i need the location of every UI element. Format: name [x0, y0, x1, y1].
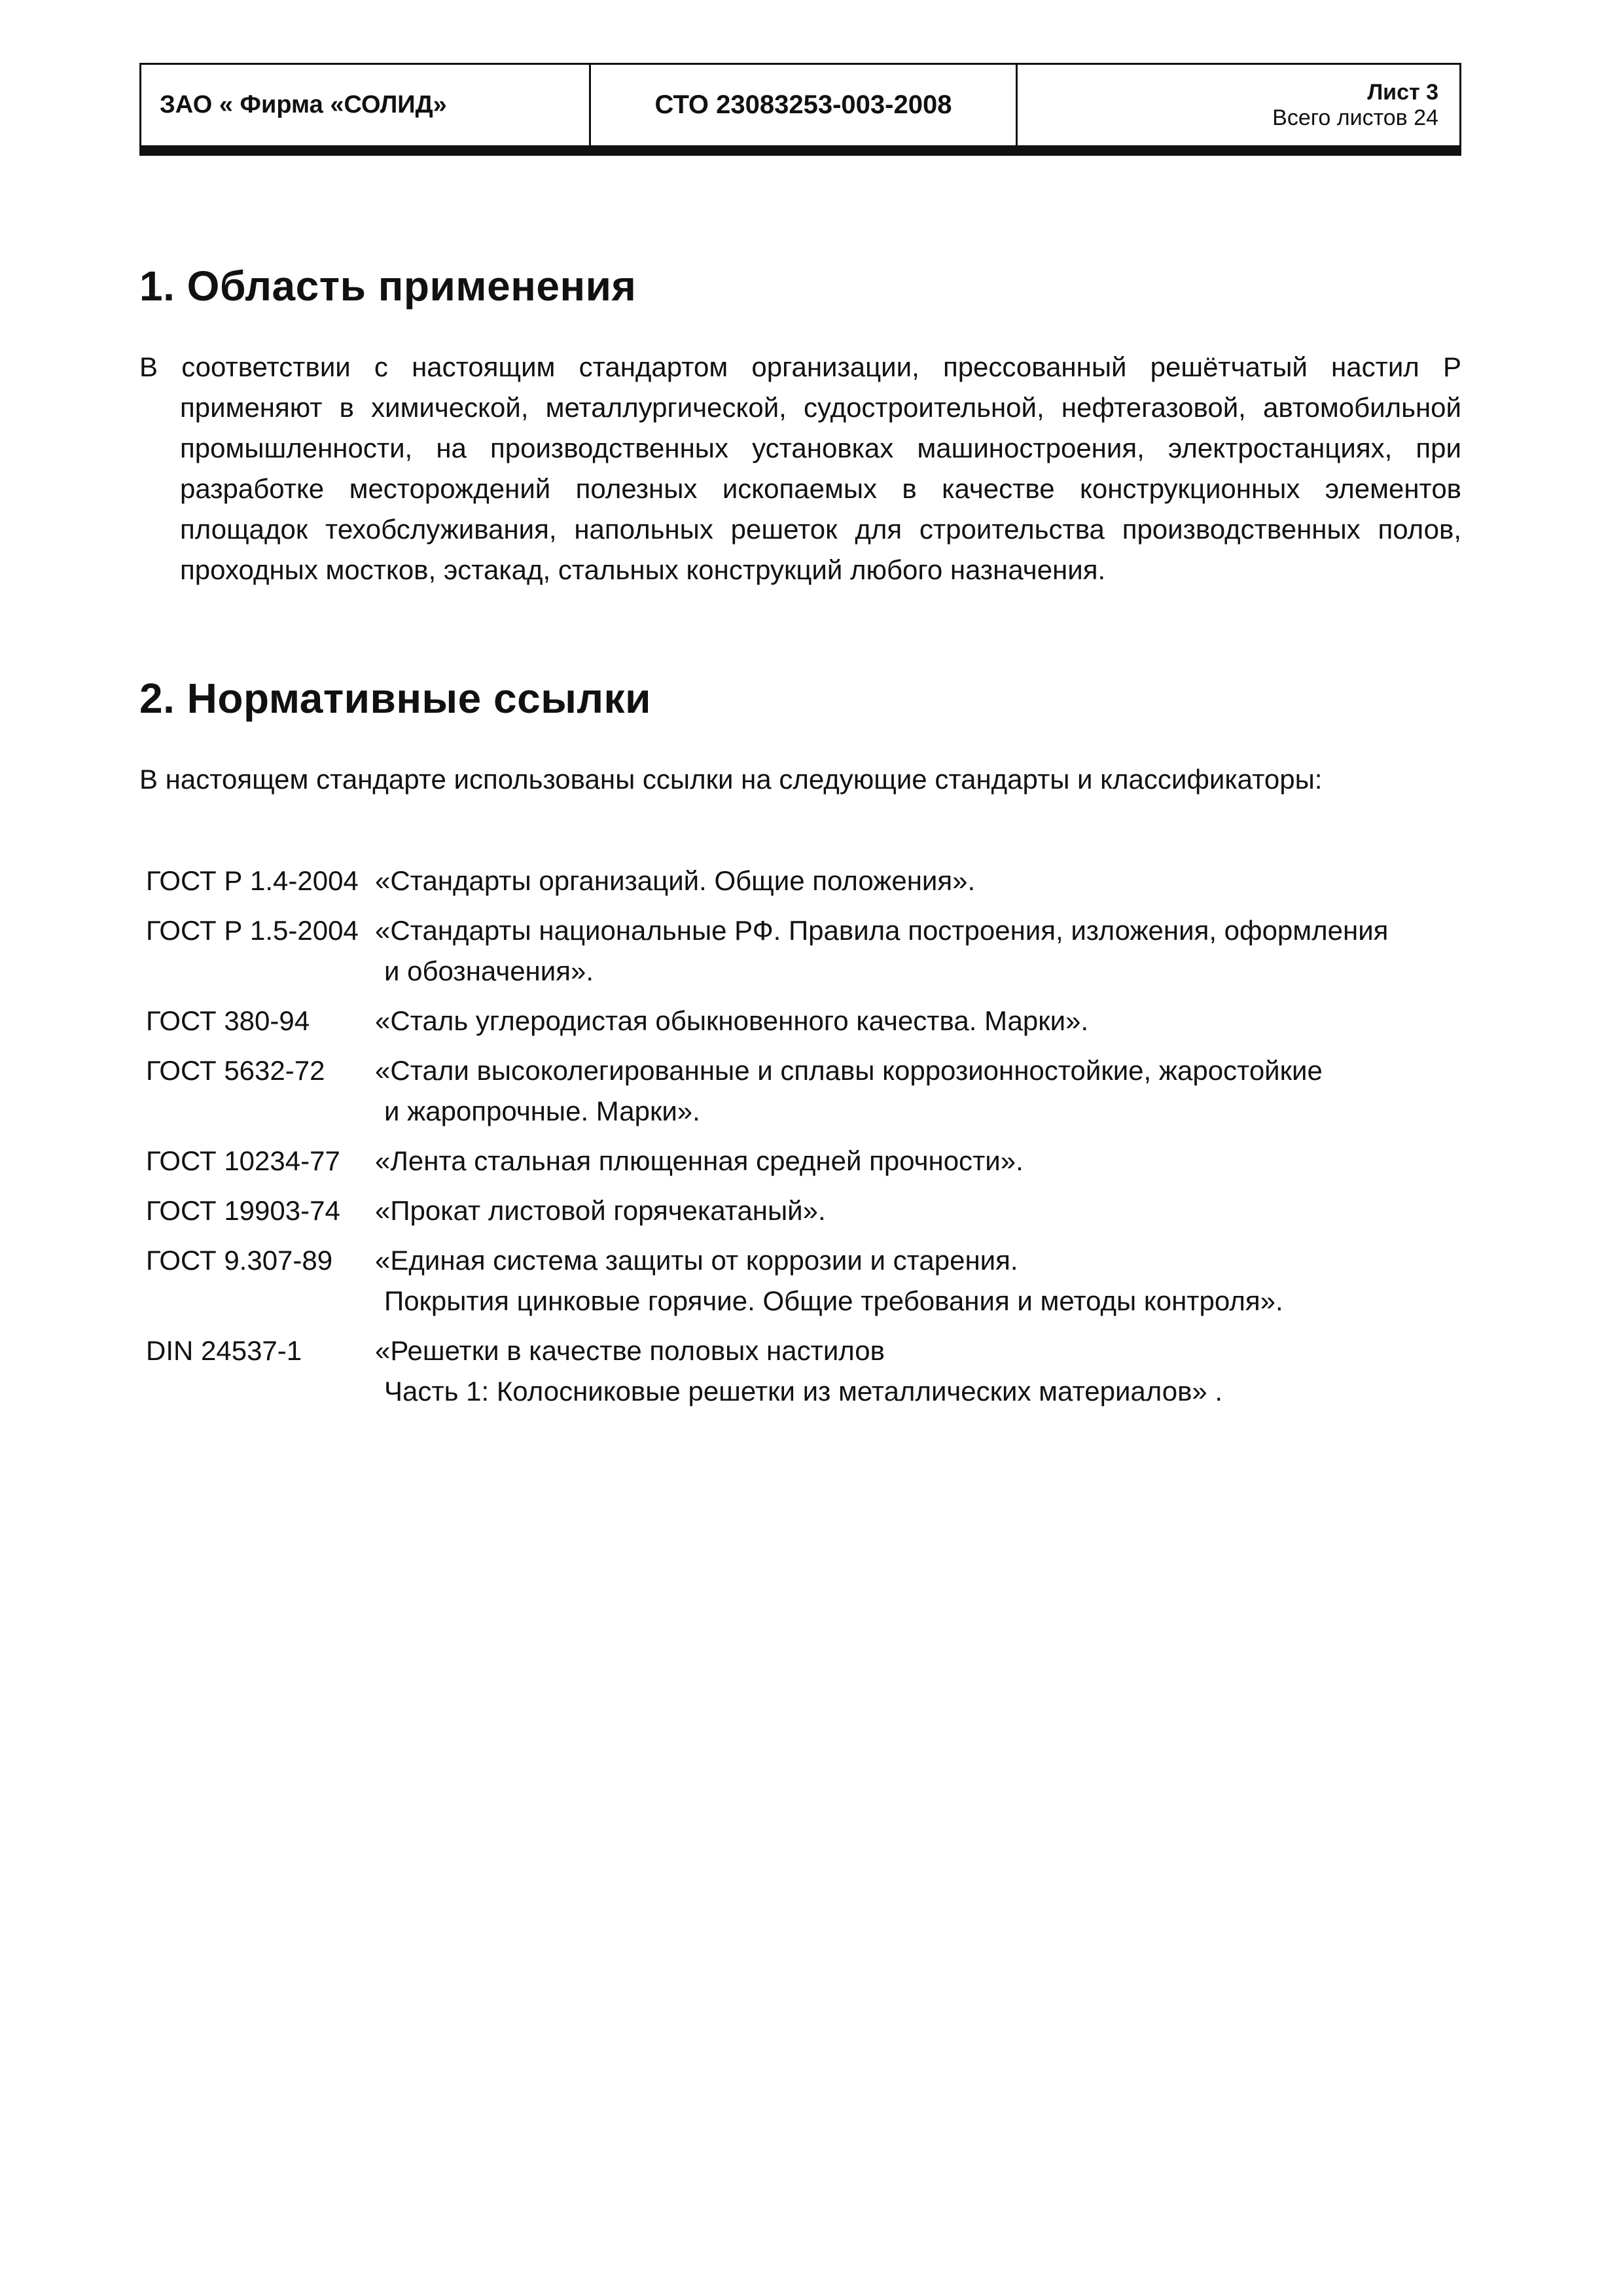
reference-title	[375, 1001, 1461, 1041]
reference-title-line: «Решетки в качестве половых настилов	[375, 1335, 885, 1366]
reference-item	[146, 1141, 1461, 1181]
reference-title	[375, 1191, 1461, 1231]
reference-title-continuation: и обозначения».	[384, 956, 594, 986]
sheet-number: Лист 3	[1367, 80, 1438, 105]
reference-item	[146, 1331, 1461, 1412]
reference-title-line: «Стандарты организаций. Общие положения».	[375, 865, 976, 896]
reference-title	[375, 1141, 1461, 1181]
reference-code: ГОСТ Р 1.5-2004	[146, 915, 359, 946]
reference-code: ГОСТ Р 1.4-2004	[146, 865, 359, 896]
reference-code: ГОСТ 9.307-89	[146, 1245, 333, 1276]
reference-item	[146, 1191, 1461, 1231]
reference-title	[375, 1050, 1461, 1132]
reference-item	[146, 861, 1461, 901]
reference-title	[375, 910, 1461, 992]
header-rule	[139, 145, 1461, 156]
reference-code: ГОСТ 19903-74	[146, 1195, 340, 1226]
reference-item	[146, 910, 1461, 992]
reference-title-continuation: Покрытия цинковые горячие. Общие требования и методы контроля».	[384, 1285, 1283, 1316]
reference-title-line: «Лента стальная плющенная средней прочности».	[375, 1145, 1024, 1176]
reference-code: DIN 24537-1	[146, 1335, 302, 1366]
page-header	[139, 63, 1461, 145]
reference-title	[375, 1331, 1461, 1412]
reference-title-line: «Прокат листовой горячекатаный».	[375, 1195, 826, 1226]
reference-item	[146, 1050, 1461, 1132]
references-list	[146, 861, 1461, 1421]
company-name: ЗАО « Фирма «СОЛИД»	[141, 65, 591, 145]
total-sheets: Всего листов 24	[1272, 105, 1438, 130]
reference-title	[375, 1240, 1461, 1321]
section-heading-references: 2. Нормативные ссылки	[139, 675, 651, 722]
reference-code: ГОСТ 380-94	[146, 1005, 310, 1036]
sheet-info	[1018, 65, 1459, 145]
reference-title-continuation: Часть 1: Колосниковые решетки из металлических материалов» .	[384, 1376, 1223, 1407]
scope-paragraph: В соответствии с настоящим стандартом организации, прессованный решётчатый настил Р применяют в химической, металлургической, судостроительной, нефтегазовой, автомобильной промышленности, на производственных установках машиностроения, электростанциях, при разработке месторождений полезных ископаемых в качестве конструкционных элементов площадок техобслуживания, напольных решеток для строительства производственных полов, проходных мостков, эстакад, стальных конструкций любого назначения.	[139, 351, 1461, 585]
section-heading-scope: 1. Область применения	[139, 262, 637, 310]
reference-item	[146, 1001, 1461, 1041]
reference-title-line: «Единая система защиты от коррозии и старения.	[375, 1245, 1018, 1276]
reference-item	[146, 1240, 1461, 1321]
reference-title-continuation: и жаропрочные. Марки».	[384, 1096, 700, 1126]
reference-code: ГОСТ 10234-77	[146, 1145, 340, 1176]
reference-code: ГОСТ 5632-72	[146, 1055, 325, 1086]
reference-title	[375, 861, 1461, 901]
reference-title-line: «Сталь углеродистая обыкновенного качества. Марки».	[375, 1005, 1089, 1036]
reference-title-line: «Стандарты национальные РФ. Правила построения, изложения, оформления	[375, 915, 1389, 946]
standard-number: СТО 23083253-003-2008	[591, 65, 1018, 145]
reference-title-line: «Стали высоколегированные и сплавы коррозионностойкие, жаростойкие	[375, 1055, 1323, 1086]
references-intro: В настоящем стандарте использованы ссылки на следующие стандарты и классификаторы:	[139, 764, 1323, 795]
